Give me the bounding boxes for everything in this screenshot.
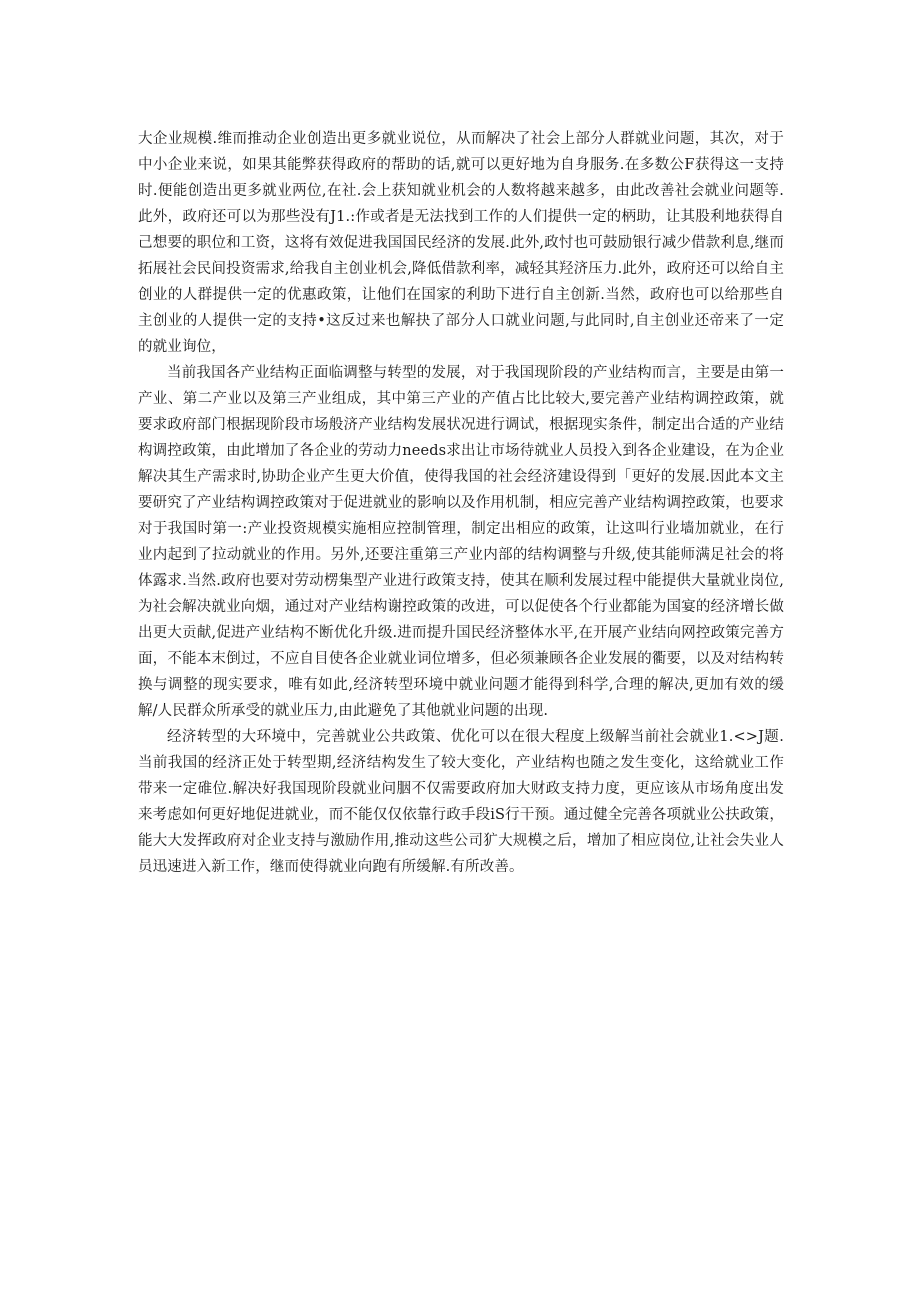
body-paragraph-1: 大企业规模.维而推动企业创造出更多就业说位，从而解决了社会上部分人群就业问题，其次，对于中小企业来说，如果其能弊获得政府的帮助的话,就可以更好地为自身服务.在多数公F获得这一支持时.便能创造出更多就业两位,在社.会上获知就业机会的人数将越来越多，由此改善社会就业问题等.此外，政府还可以为那些没有J1.:作或者是无法找到工作的人们提供一定的柄助，让其股利地获得自己想要的职位和工资，这将有效促进我国国民经济的发展.此外,政忖也可鼓励银行减少借款利息,继而拓展社会民间投资需求,给我自主创业机会,降低借款利率，减轻其羟济压力.此外，政府还可以给自主创业的人群提供一定的优惠政策，让他们在国家的利助下进行自主创新.当然，政府也可以给那些自主创业的人提供一定的支持•这反过来也解抉了部分人口就业问题,与此同时,自主创业还帝来了一定的就业询位，: [138, 131, 784, 355]
body-paragraph-2: 当前我国各产业结构正面临调整与转型的发展，对于我国现阶段的产业结构而言，主要是由第一产业、第二产业以及第三产业组成，其中第三产业的产值占比比较大,要完善产业结构调控政策，就要求政府部门根据现阶段市场般济产业结构发展状况进行调试，根据现实条件，制定出合适的产业结构调控政策，由此增加了各企业的劳动力needs求出让市场待就业人员投入到各企业建设，在为企业解决其生产需求时,协助企业产生更大价值，使得我国的社会经济建设得到「更好的发展.因此本文主要研究了产业结构调控政策对于促进就业的影响以及作用机制，相应完善产业结构调控政策，也要求对于我国时第一:产业投资规模实施相应控制管理，制定出相应的政策，让这叫行业墙加就业，在行业内起到了拉动就业的作用。另外,还要注重第三产业内部的结构调整与升级,使其能师满足社会的将体露求.当然.政府也要对劳动楞集型产业进行政策支持，使其在顺利发展过程中能提供大量就业岗位,为社会解决就业向烟，通过对产业结构谢控政策的改进，可以促使各个行业都能为国宴的经济增长做出更大贡献,促进产业结构不断优化升级.进而提升国民经济整体水平,在开展产业结向网控政策完善方面，不能本末倒过，不应自目使各企业就业词位增多，但必须兼顾各企业发展的衢要，以及对结构转换与调整的现实要求，唯有如此,经济转型环境中就业问题才能得到科学,合理的解决,更加有效的缓解/人民群众所承受的就业压力,由此避免了其他就业问题的出现.: [138, 365, 784, 719]
document-page: [138, 126, 784, 880]
body-paragraph-3: 经济转型的大环境中，完善就业公共政策、优化可以在很大程度上级解当前社会就业1.<>J题.当前我国的经济正处于转型期,经济结构发生了较大变化，产业结构也随之发生变化，这给就业工作带来一定碓位.解决好我国现阶段就业问胭不仅需要政府加大财政支持力度，更应该从市场角度出发来考虑如何更好地促进就业，而不能仅仅依靠行政手段iS行干预。通过健全完善各项就业公扶政策，能大大发挥政府对企业支持与激励作用,推动这些公司犷大规模之后，增加了相应岗位,让社会失业人员迅速进入新工作，继而使得就业向跑有所缓解.有所改善。: [138, 729, 784, 875]
